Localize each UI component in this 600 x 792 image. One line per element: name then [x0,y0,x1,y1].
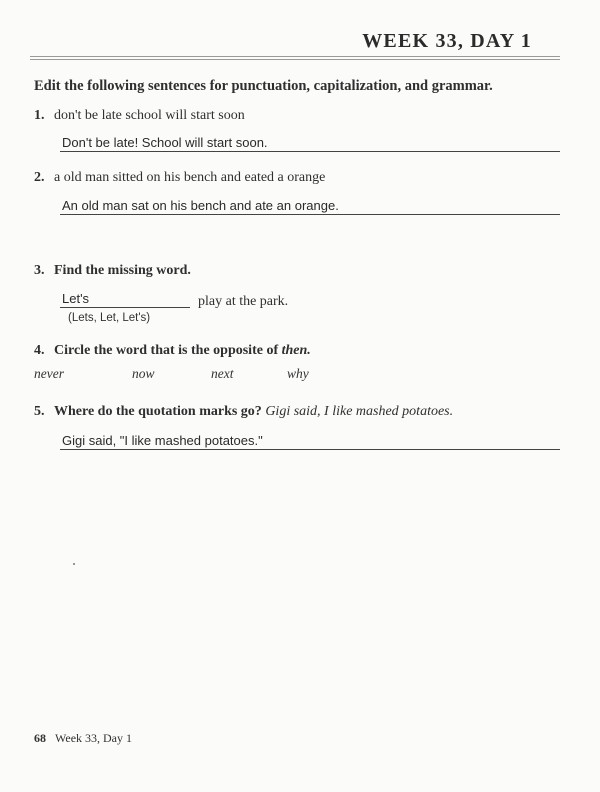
answer-3[interactable]: Let's [62,291,90,306]
sentence-remainder: play at the park. [198,294,289,309]
question-5 [34,404,453,420]
page-title: WEEK 33, DAY 1 [362,30,532,52]
question-sentence: Gigi said, I like mashed potatoes. [265,404,454,419]
question-prompt: Find the missing word. [54,263,191,278]
instructions: Edit the following sentences for punctuation, capitalization, and grammar. [34,78,493,94]
answer-2[interactable]: An old man sat on his bench and ate an orange. [62,198,339,213]
option-never[interactable]: never [34,366,64,381]
question-prompt: Where do the quotation marks go? [54,404,262,419]
question-prompt: Circle the word that is the opposite of [54,343,282,358]
option-why[interactable]: why [287,366,309,381]
option-now[interactable]: now [132,366,155,381]
answer-blank-3 [60,307,190,308]
answer-line-2 [60,214,560,215]
footer-label: Week 33, Day 1 [55,731,133,745]
answer-line-1 [60,151,560,152]
page-number: 68 [34,731,46,745]
question-3 [34,263,191,279]
question-number: 5. [34,404,45,419]
question-emphasis: then. [281,343,311,358]
stray-mark [73,563,75,565]
question-2 [34,170,325,186]
option-next[interactable]: next [211,366,234,381]
word-choices: (Lets, Let, Let's) [68,312,151,324]
answer-line-5 [60,449,560,450]
answer-5[interactable]: Gigi said, "I like mashed potatoes." [62,433,263,448]
question-4 [34,343,311,359]
question-number: 3. [34,263,45,278]
title-divider-top [30,56,560,57]
question-1 [34,108,245,124]
answer-1[interactable]: Don't be late! School will start soon. [62,135,268,150]
title-divider-bottom [30,59,560,60]
question-number: 1. [34,108,45,123]
question-number: 2. [34,170,45,185]
question-number: 4. [34,343,45,358]
question-prompt: a old man sitted on his bench and eated a orange [54,170,326,185]
page-footer [34,731,132,746]
question-prompt: don't be late school will start soon [54,108,245,123]
